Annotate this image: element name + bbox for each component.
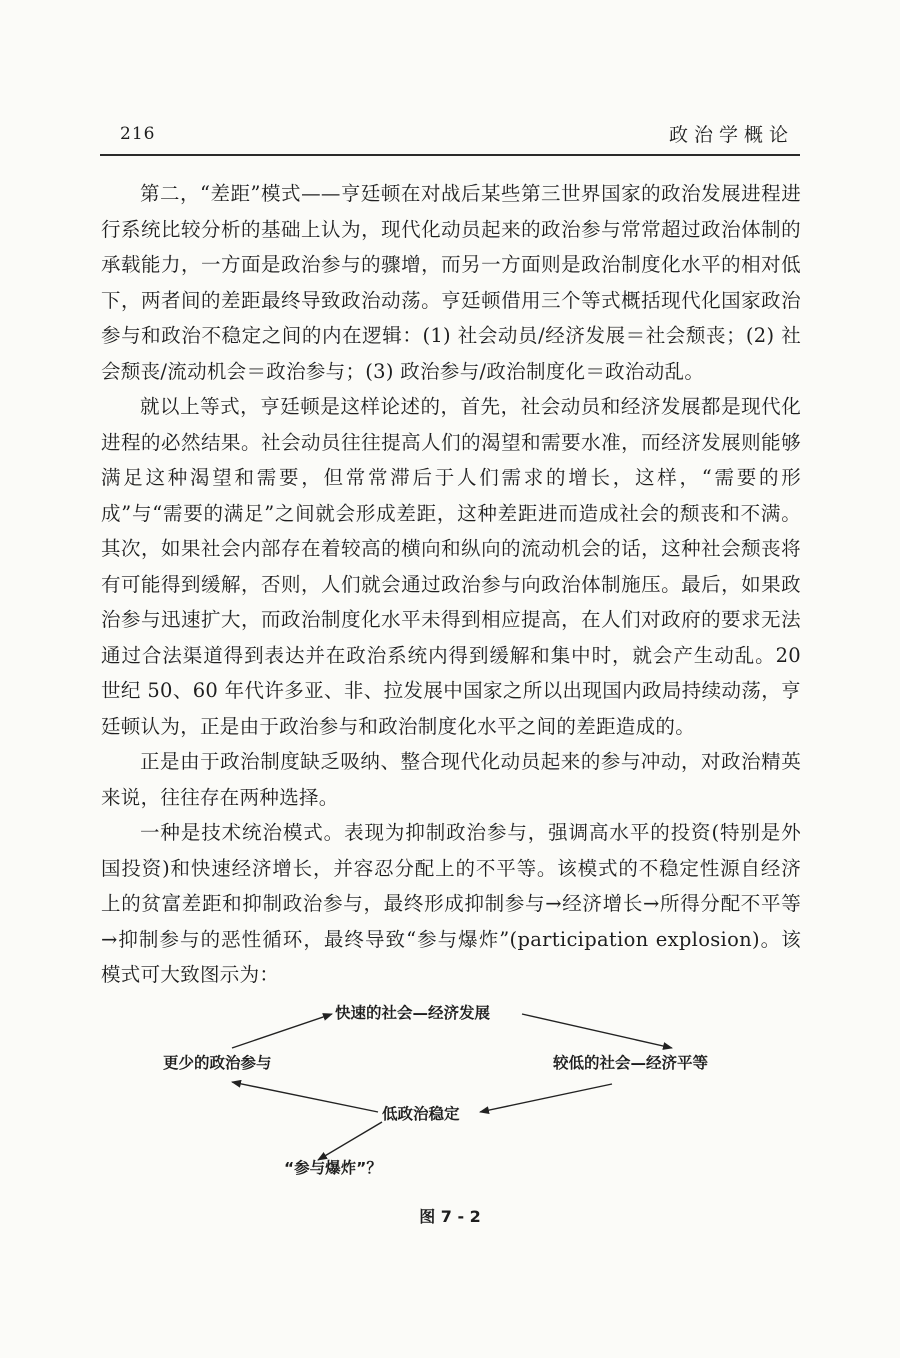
paragraph: 一种是技术统治模式。表现为抑制政治参与，强调高水平的投资(特别是外国投资)和快速经济增长，并容忍分配上的不平等。该模式的不稳定性源自经济上的贫富差距和抑制政治参与，最终形成抑制参与→经济增长→所得分配不平等→抑制参与的恶性循环，最终导致“参与爆炸”(participation explosion)。该模式可大致图示为： [101, 821, 801, 986]
arrow-bottom-to-outcome [318, 1122, 382, 1160]
diagram-node-bottom: 低政治稳定 [382, 1105, 460, 1123]
arrow-left-to-top [232, 1014, 332, 1048]
diagram-node-right: 较低的社会—经济平等 [553, 1054, 709, 1072]
arrow-right-to-bottom [480, 1084, 612, 1112]
figure-caption: 图 7 - 2 [419, 1207, 481, 1226]
page-number: 216 [120, 124, 156, 144]
arrow-top-to-right [522, 1014, 672, 1048]
paragraph: 第二，“差距”模式——亨廷顿在对战后某些第三世界国家的政治发展进程进行系统比较分析的基础上认为，现代化动员起来的政治参与常常超过政治体制的承载能力，一方面是政治参与的骤增，而另一方面则是政治制度化水平的相对低下，两者间的差距最终导致政治动荡。亨廷顿借用三个等式概括现代化国家政治参与和政治不稳定之间的内在逻辑：(1) 社会动员/经济发展＝社会颓丧；(2) 社会颓丧/流动机会＝政治参与；(3) 政治参与/政治制度化＝政治动乱。 [101, 182, 801, 383]
paragraph: 正是由于政治制度缺乏吸纳、整合现代化动员起来的参与冲动，对政治精英来说，往往存在两种选择。 [101, 750, 801, 809]
book-title: 政治学概论 [668, 124, 794, 146]
diagram-node-top: 快速的社会—经济发展 [335, 1004, 491, 1022]
diagram-node-outcome: “参与爆炸”？ [284, 1159, 382, 1177]
paragraph: 就以上等式，亨廷顿是这样论述的，首先，社会动员和经济发展都是现代化进程的必然结果。社会动员往往提高人们的渴望和需要水准，而经济发展则能够满足这种渴望和需要，但常常滞后于人们需求的增长，这样，“需要的形成”与“需要的满足”之间就会形成差距，这种差距进而造成社会的颓丧和不满。其次，如果社会内部存在着较高的横向和纵向的流动机会的话，这种社会颓丧将有可能得到缓解，否则，人们就会通过政治参与向政治体制施压。最后，如果政治参与迅速扩大，而政治制度化水平未得到相应提高，在人们对政府的要求无法通过合法渠道得到表达并在政治系统内得到缓解和集中时，就会产生动乱。20 世纪 50、60 年代许多亚、非、拉发展中国家之所以出现国内政局持续动荡，亨廷顿认为，正是由于政治参与和政治制度化水平之间的差距造成的。 [101, 395, 801, 738]
arrow-bottom-to-left [232, 1082, 378, 1112]
diagram-node-left: 更少的政治参与 [163, 1054, 272, 1072]
